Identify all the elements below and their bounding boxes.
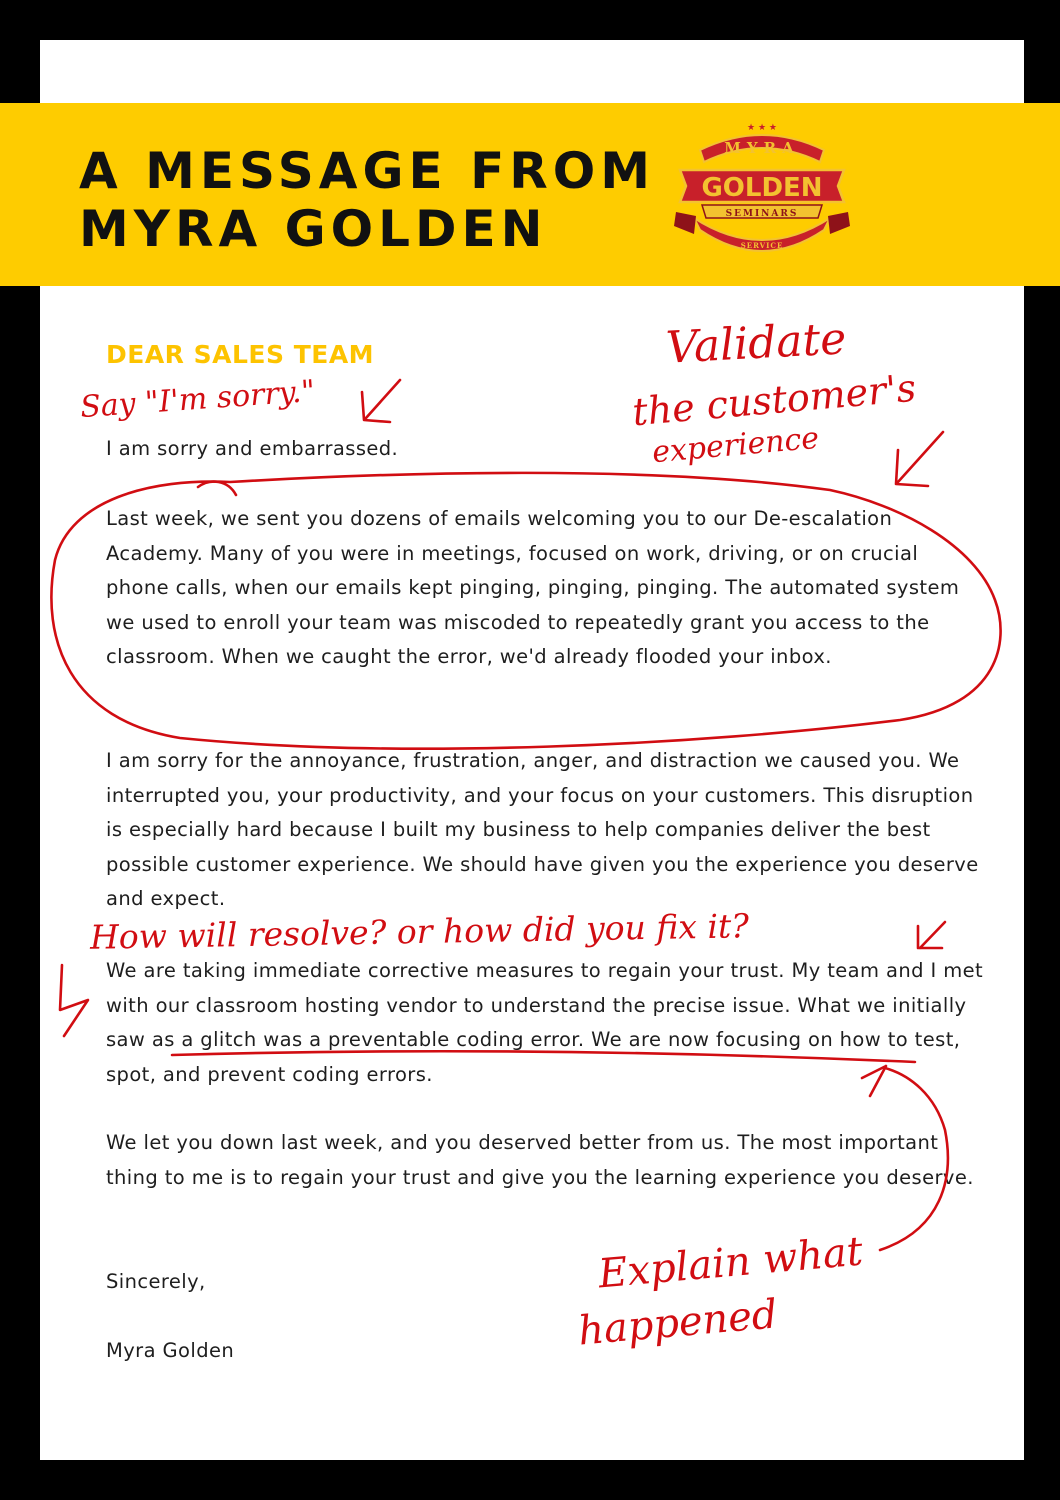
annotation-validate-experience: experience [650,420,821,471]
logo-sub-text: SEMINARS [725,209,799,219]
annotation-validate: Validate [664,313,848,374]
signature-name: Myra Golden [106,1339,235,1362]
annotation-explain: Explain what [596,1228,865,1298]
logo-main-text: GOLDEN [701,173,823,203]
salutation: DEAR SALES TEAM [106,340,375,369]
paragraph-1: I am sorry and embarrassed. [106,437,399,460]
page-title [79,142,655,258]
annotation-say-sorry: Say "I'm sorry." [79,373,317,426]
title-line-1: A MESSAGE FROM [79,142,656,200]
annotation-validate-customer: the customer's [630,365,918,435]
paragraph-3: I am sorry for the annoyance, frustration, anger, and distraction we caused you. We interrupted you, your productivity, and your focus on your customers. This disruption is especially hard because I built my business to help companies deliver the best possible customer experience. We should have given you the experience you deserve and expect. [106,749,979,910]
myra-golden-seminars-logo [672,112,852,262]
svg-text:★ ★ ★: ★ ★ ★ [747,123,777,133]
logo-bottom-text: SERVICE [740,241,784,250]
paragraph-2: Last week, we sent you dozens of emails welcoming you to our De-escalation Academy. Many of you were in meetings, focused on work, driving, or on crucial phone calls, when our emails kept pinging, pinging, pinging. The automated system we used to enroll your team was miscoded to repeatedly grant you access to the classroom. When we caught the error, we'd already flooded your inbox. [106,507,960,668]
annotation-resolve: How will resolve? or how did you fix it? [89,906,750,957]
paragraph-4: We are taking immediate corrective measures to regain your trust. My team and I met with our classroom hosting vendor to understand the precise issue. What we initially saw as a glitch was a preventable coding error. We are now focusing on how to test, spot, and prevent coding errors. [106,959,984,1086]
annotation-happened: happened [576,1291,780,1355]
logo-top-text: MYRA [724,139,800,157]
title-line-2: MYRA GOLDEN [79,200,548,258]
sign-off: Sincerely, [106,1270,206,1293]
paragraph-5: We let you down last week, and you deserved better from us. The most important thing to me is to regain your trust and give you the learning experience you deserve. [106,1131,974,1189]
